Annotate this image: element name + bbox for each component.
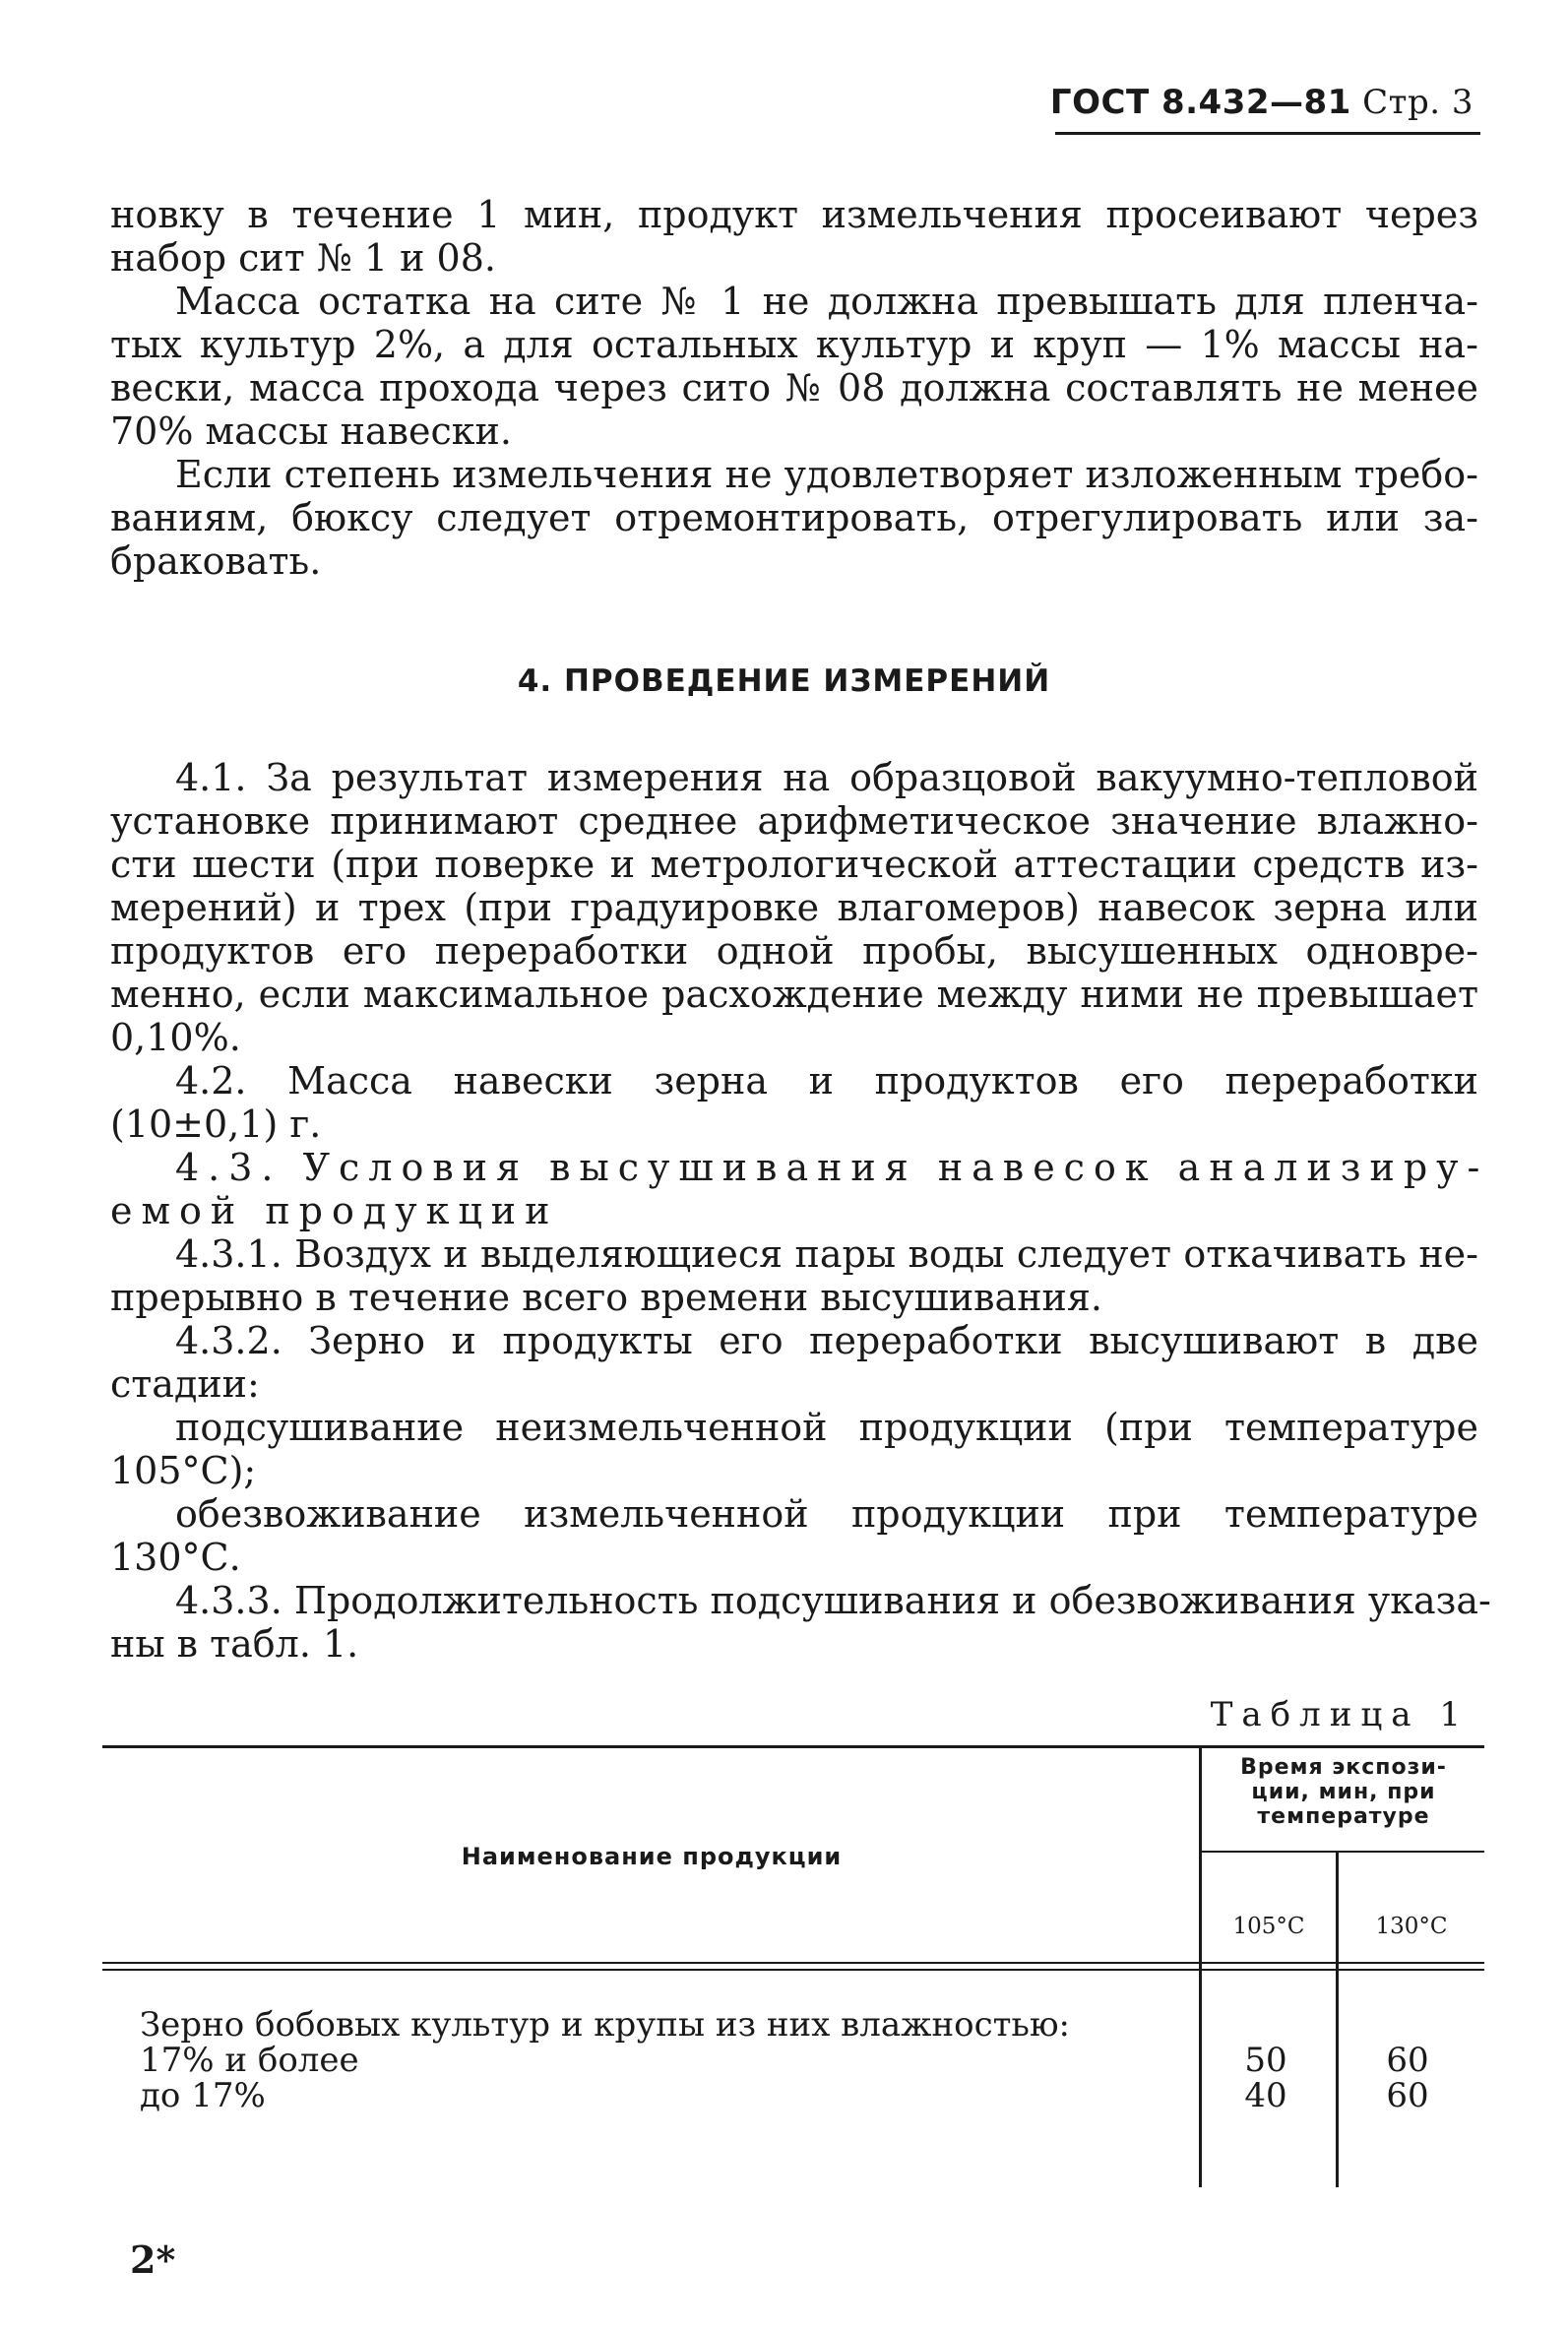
text-line: подсушивание неизмельченной продукции (при температуре [175,1406,1478,1449]
subsection-title: емой продукции [110,1189,559,1232]
table-top-rule [102,1745,1484,1748]
table-header-rule [102,1969,1484,1971]
header-rule [1055,132,1480,135]
page-label: Стр. 3 [1362,83,1474,122]
table-header-name: Наименование продукции [461,1843,843,1870]
text-line: 4.2. Масса навески зерна и продуктов его переработки [175,1059,1478,1102]
table-header-105: 105°С [1232,1914,1305,1939]
table-cell-130: 60 [1386,2041,1429,2080]
subsection-title: 4.3. Условия высушивания навесок анализиру- [175,1146,1489,1189]
text-line: мерений) и трех (при градуировке влагомеров) навесок зерна или [110,886,1478,929]
text-line: 70% массы навески. [110,409,512,453]
table-header-time [1203,1755,1484,1829]
text-line: ваниям, бюксу следует отремонтировать, отрегулировать или за- [110,496,1478,539]
table-row-name: до 17% [140,2076,266,2115]
table-col-divider [1199,1748,1202,2187]
text-line: 105°С); [110,1449,257,1492]
text-line: 4.3.2. Зерно и продукты его переработки высушивают в две [175,1319,1478,1362]
table-cell-130: 60 [1386,2076,1429,2115]
text-line: браковать. [110,539,322,583]
text-line: новку в течение 1 мин, продукт измельчения просеивают через [110,193,1478,236]
doc-code: ГОСТ 8.432—81 [1049,83,1351,122]
table-cell-105: 40 [1244,2076,1287,2115]
page-footer-mark: 2* [130,2237,176,2282]
table-col-divider [1336,1853,1339,2187]
table-cell-105: 50 [1244,2041,1287,2080]
text-line: установке принимают среднее арифметическое значение влажно- [110,799,1478,843]
text-line: стадии: [110,1362,260,1406]
table-header-time-line: температуре [1257,1804,1430,1829]
text-line: Масса остатка на сите № 1 не должна превышать для пленча- [175,280,1478,323]
table-header-time-line: Время экспози- [1240,1755,1447,1780]
table-header-130: 130°С [1375,1914,1448,1939]
page-header [1050,83,1474,122]
text-line: продуктов его переработки одной пробы, высушенных одновре- [110,929,1478,973]
table-row-name: 17% и более [140,2041,359,2080]
text-line: 4.3.1. Воздух и выделяющиеся пары воды следует откачивать не- [175,1232,1478,1276]
text-line: 0,10%. [110,1016,241,1059]
text-line: ны в табл. 1. [110,1622,359,1666]
text-line: (10±0,1) г. [110,1102,322,1146]
text-line: менно, если максимальное расхождение между ними не превышает [110,973,1478,1016]
text-line: набор сит № 1 и 08. [110,236,496,280]
table-header-rule [102,1962,1484,1964]
text-line: 4.1. За результат измерения на образцовой вакуумно-тепловой [175,756,1478,799]
table-row-group: Зерно бобовых культур и крупы из них влажностью: [140,2005,1070,2045]
section-title: 4. ПРОВЕДЕНИЕ ИЗМЕРЕНИЙ [517,663,1051,699]
table-header-time-line: ции, мин, при [1251,1780,1436,1804]
text-line: вески, масса прохода через сито № 08 должна составлять не менее [110,366,1478,409]
text-line: 4.3.3. Продолжительность подсушивания и обезвоживания указа- [175,1579,1491,1622]
text-line: Если степень измельчения не удовлетворяет изложенным требо- [175,453,1478,496]
text-line: прерывно в течение всего времени высушивания. [110,1276,1102,1319]
table-caption: Таблица 1 [1210,1695,1470,1734]
text-line: обезвоживание измельченной продукции при температуре [175,1492,1478,1536]
text-line: сти шести (при поверке и метрологической аттестации средств из- [110,843,1478,886]
table-subheader-rule [1201,1851,1484,1853]
text-line: тых культур 2%, а для остальных культур и круп — 1% массы на- [110,323,1478,366]
text-line: 130°С. [110,1536,241,1579]
